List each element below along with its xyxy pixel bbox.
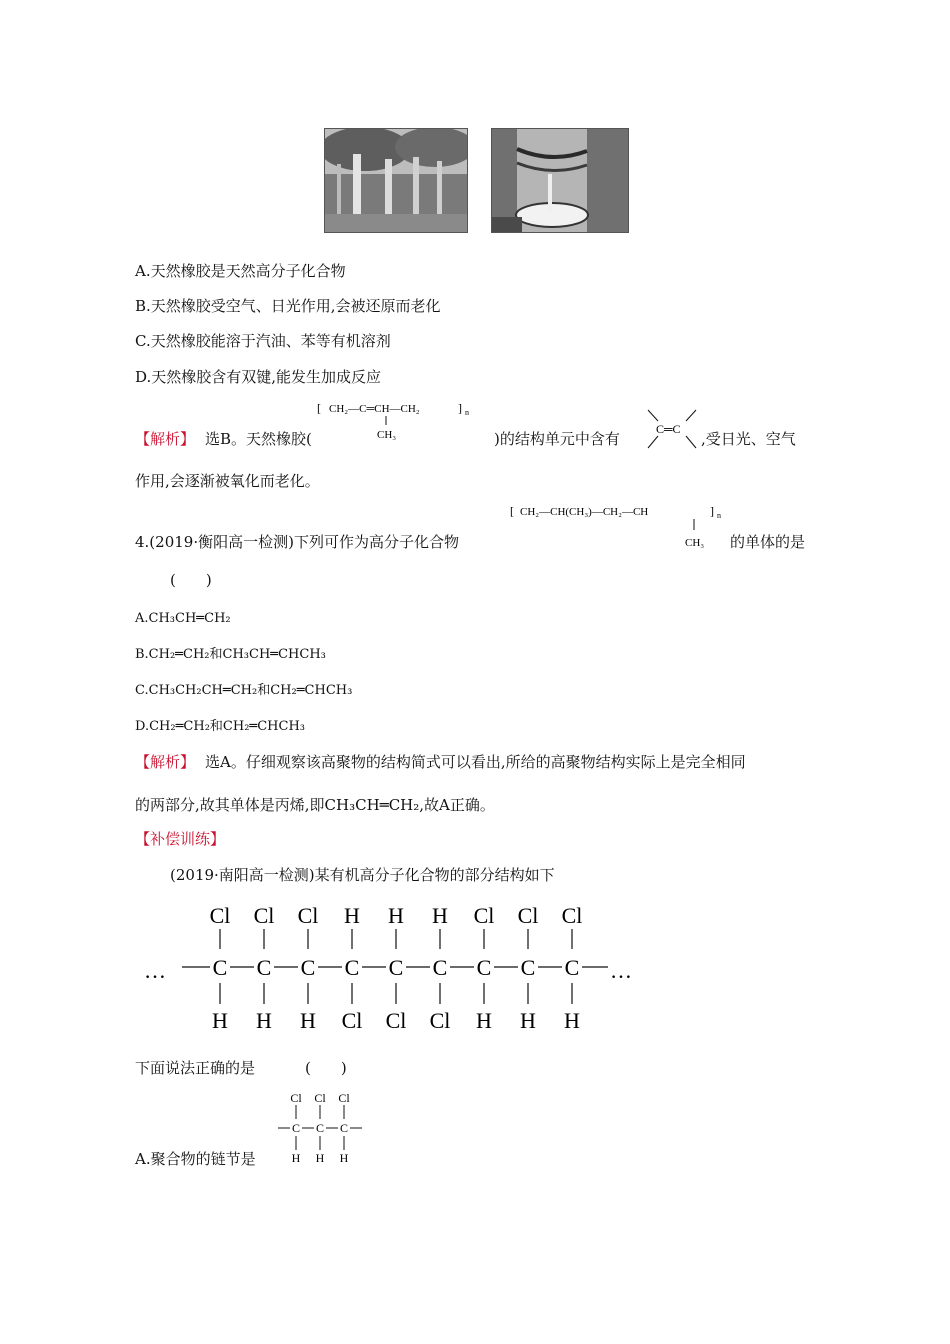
unit-carbon: C (339, 1121, 349, 1135)
chain-top-atom: Cl (209, 903, 231, 928)
chain-top-atom: Cl (297, 903, 319, 928)
option-c: C.天然橡胶能溶于汽油、苯等有机溶剂 (135, 332, 391, 350)
chain-top-atom: H (344, 903, 360, 928)
q4-option-c: C.CH₃CH₂CH═CH₂和CH₂═CHCH₃ (135, 683, 353, 698)
chain-bottom-atom: Cl (385, 1008, 407, 1033)
rubber-structure-formula (315, 395, 495, 445)
svg-text:[: [ (510, 504, 514, 518)
chain-carbon: C (564, 955, 580, 980)
unit-bottom-atom: H (291, 1151, 301, 1165)
rubber-tree-forest-photo (324, 128, 468, 233)
polymer-methyl-branch: CH₃ (685, 537, 705, 549)
chain-top-atom: Cl (561, 903, 583, 928)
analysis-2-text: 选A。仔细观察该高聚物的结构简式可以看出,所给的高聚物结构实际上是完全相同 (205, 753, 746, 771)
q4-option-b: B.CH₂═CH₂和CH₃CH═CHCH₃ (135, 647, 326, 662)
chain-ellipsis-right: … (610, 958, 632, 983)
rubber-main-chain: CH₂—C═CH—CH₂ (329, 403, 420, 415)
chain-carbon: C (432, 955, 448, 980)
analysis-text-1: 选B。天然橡胶( (205, 430, 312, 448)
supp-question: 下面说法正确的是 (135, 1059, 256, 1077)
question-4-text: 4.(2019·衡阳高一检测)下列可作为高分子化合物 (135, 533, 459, 551)
analysis-text-4: 作用,会逐渐被氧化而老化。 (135, 472, 320, 490)
chain-bottom-atom: H (256, 1008, 272, 1033)
unit-carbon: C (291, 1121, 301, 1135)
q4-option-d: D.CH₂═CH₂和CH₂═CHCH₃ (135, 719, 306, 734)
chain-carbon: C (476, 955, 492, 980)
answer-paren: ( ) (170, 571, 212, 589)
cc-double-bond-diagram (644, 406, 700, 452)
chain-carbon: C (256, 955, 272, 980)
analysis-text-3: ,受日光、空气 (701, 430, 796, 448)
supp-paren: ( ) (305, 1059, 347, 1077)
svg-text:]: ] (710, 504, 714, 518)
chain-carbon: C (520, 955, 536, 980)
supp-option-a: A.聚合物的链节是 (135, 1150, 256, 1168)
svg-text:[: [ (317, 401, 321, 415)
chain-top-atom: Cl (517, 903, 539, 928)
chain-top-atom: H (388, 903, 404, 928)
chain-bottom-atom: H (476, 1008, 492, 1033)
chain-top-atom: Cl (473, 903, 495, 928)
unit-bottom-atom: H (339, 1151, 349, 1165)
option-b: B.天然橡胶受空气、日光作用,会被还原而老化 (135, 297, 441, 315)
chain-top-atom: Cl (253, 903, 275, 928)
q4-option-a: A.CH₃CH═CH₂ (135, 611, 231, 626)
unit-carbon: C (315, 1121, 325, 1135)
analysis-2-line2: 的两部分,故其单体是丙烯,即CH₃CH═CH₂,故A正确。 (135, 796, 495, 814)
repeat-unit-diagram (276, 1088, 368, 1168)
unit-top-atom: Cl (338, 1091, 350, 1105)
chain-bottom-atom: H (300, 1008, 316, 1033)
svg-text:]: ] (458, 401, 462, 415)
unit-top-atom: Cl (290, 1091, 302, 1105)
chain-carbon: C (300, 955, 316, 980)
chain-bottom-atom: Cl (341, 1008, 363, 1033)
supplement-intro: (2019·南阳高一检测)某有机高分子化合物的部分结构如下 (170, 866, 555, 884)
chain-carbon: C (388, 955, 404, 980)
chain-carbon: C (212, 955, 228, 980)
unit-top-atom: Cl (314, 1091, 326, 1105)
chain-ellipsis-left: … (144, 958, 166, 983)
analysis-tag: 【解析】 (135, 430, 196, 448)
svg-text:n: n (465, 408, 469, 417)
question-4-tail: 的单体的是 (730, 533, 806, 551)
analysis-tag-2: 【解析】 (135, 753, 196, 771)
chain-bottom-atom: H (520, 1008, 536, 1033)
chain-top-atom: H (432, 903, 448, 928)
analysis-text-2: )的结构单元中含有 (494, 430, 620, 448)
polymer-chain-diagram (140, 898, 640, 1040)
svg-text:C═C: C═C (656, 422, 681, 436)
unit-bottom-atom: H (315, 1151, 325, 1165)
option-d: D.天然橡胶含有双键,能发生加成反应 (135, 368, 382, 386)
option-a: A.天然橡胶是天然高分子化合物 (135, 262, 346, 280)
chain-bottom-atom: H (564, 1008, 580, 1033)
question-4-polymer-formula (508, 498, 728, 554)
polymer-main-chain: CH₂—CH(CH₃)—CH₂—CH (520, 506, 649, 518)
svg-text:n: n (717, 511, 721, 520)
latex-tapping-photo (491, 128, 629, 233)
supplement-tag: 【补偿训练】 (135, 830, 226, 848)
chain-bottom-atom: Cl (429, 1008, 451, 1033)
chain-bottom-atom: H (212, 1008, 228, 1033)
chain-carbon: C (344, 955, 360, 980)
rubber-methyl-branch: CH₃ (377, 429, 397, 441)
